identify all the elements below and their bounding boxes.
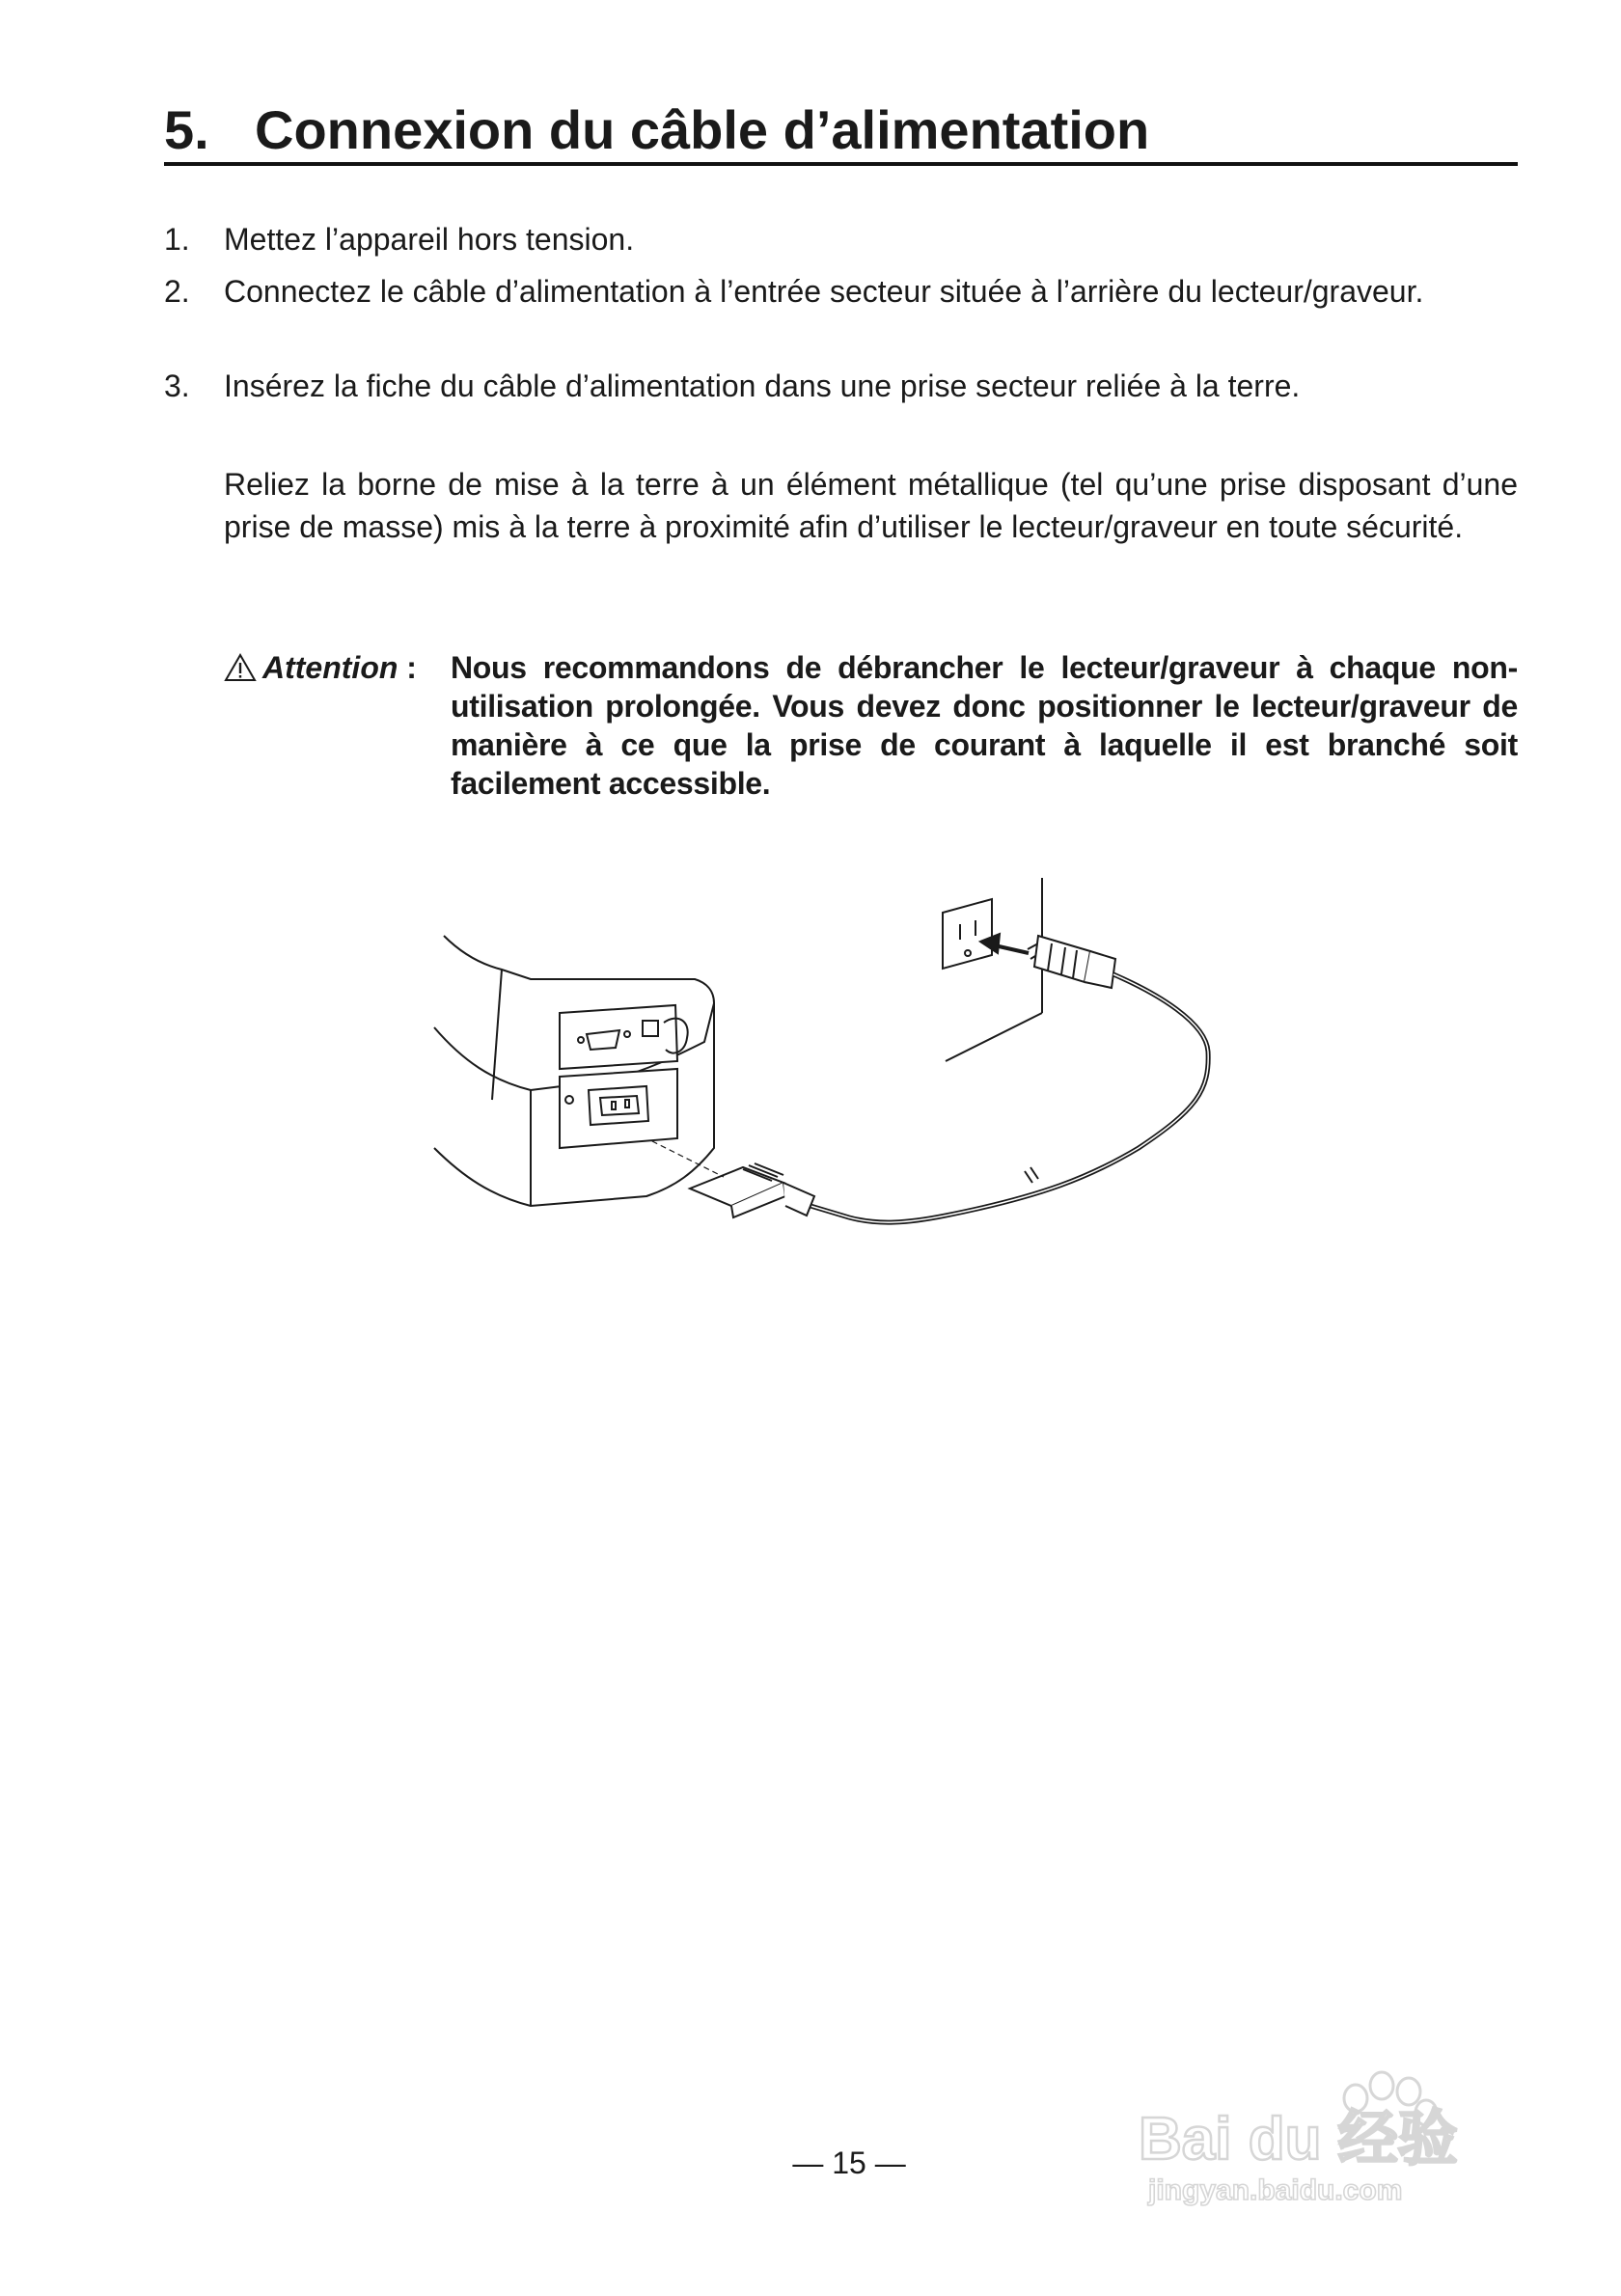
page-number: — 15 — [792, 2146, 906, 2180]
section-title: Connexion du câble d’alimentation [255, 99, 1150, 160]
step-number: 3. [164, 369, 190, 403]
step-text: Connectez le câble d’alimentation à l’entrée secteur située à l’arrière du lecteur/graveur. [224, 274, 1424, 309]
heading-rule [164, 162, 1518, 166]
attention-word: Attention [262, 650, 398, 685]
iec-connector-icon [690, 1163, 814, 1217]
power-plug-icon [1028, 936, 1115, 988]
step-text: Mettez l’appareil hors tension. [224, 222, 635, 257]
step-item [164, 218, 1518, 260]
svg-text:Bai du 经验: Bai du 经验 [1139, 2106, 1458, 2173]
wall-outlet-icon [943, 899, 992, 969]
step-text: Insérez la fiche du câble d’alimentation dans une prise secteur reliée à la terre. [224, 369, 1301, 403]
section-heading [164, 96, 1515, 164]
attention-note [224, 648, 1518, 803]
warning-triangle-icon [224, 653, 257, 682]
svg-text:jingyan.baidu.com: jingyan.baidu.com [1148, 2174, 1403, 2206]
step-item [164, 270, 1518, 313]
step-number: 1. [164, 222, 190, 257]
power-cable-illustration [425, 859, 1235, 1293]
step-item [164, 365, 1518, 407]
attention-label [224, 648, 417, 687]
card-reader-device-icon [434, 936, 714, 1206]
baidu-watermark [1119, 2045, 1525, 2209]
attention-colon: : [406, 650, 417, 685]
step-number: 2. [164, 274, 190, 309]
grounding-paragraph: Reliez la borne de mise à la terre à un élément métallique (tel qu’une prise disposant d’une prise de masse) mis à la terre à proximité afin d’utiliser le lecteur/graveur en toute sécurité. [224, 467, 1518, 544]
section-number: 5. [164, 99, 209, 160]
attention-text: Nous recommandons de débrancher le lecteur/graveur à chaque non-utilisation prolongée. Vous devez donc positionner le lecteur/graveur de manière à ce que la prise de courant à laquelle il est branché soit facilement accessible. [451, 650, 1518, 801]
